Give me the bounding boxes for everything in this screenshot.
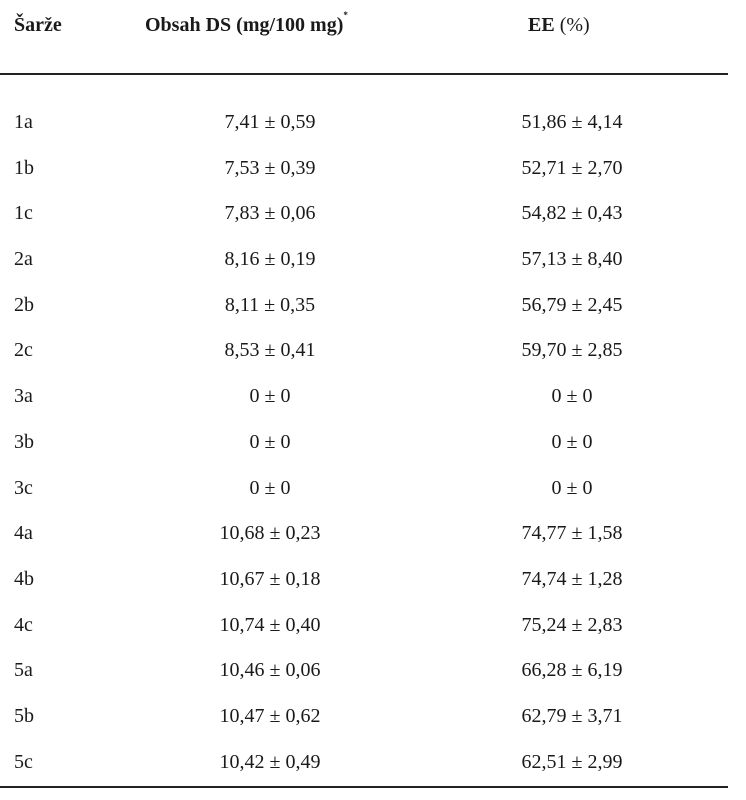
cell-obsah: 0 ± 0 [249,430,291,453]
cell-ee: 57,13 ± 8,40 [521,248,623,271]
cell-sarze: 4b [14,567,34,590]
table-row [0,699,746,745]
cell-obsah: 10,47 ± 0,62 [219,704,321,727]
cell-ee: 62,79 ± 3,71 [521,704,623,727]
header-rule [0,73,728,75]
cell-sarze: 2b [14,293,34,316]
cell-obsah: 7,41 ± 0,59 [224,111,316,133]
cell-obsah: 10,42 ± 0,49 [219,750,321,773]
cell-sarze: 4a [14,522,33,545]
table-row [0,425,746,471]
cell-ee: 66,28 ± 6,19 [521,659,623,682]
cell-ee: 75,24 ± 2,83 [521,613,623,636]
header-ee-unit: (%) [559,14,590,36]
cell-ee: 62,51 ± 2,99 [521,750,623,773]
header-obsah [145,10,348,37]
table-body [0,105,746,790]
cell-ee: 54,82 ± 0,43 [521,202,623,225]
cell-ee: 74,77 ± 1,58 [521,522,623,545]
cell-sarze: 1c [14,202,33,225]
cell-ee: 0 ± 0 [551,476,593,499]
table-row [0,653,746,699]
cell-obsah: 10,74 ± 0,40 [219,613,321,636]
cell-sarze: 3b [14,430,34,453]
table-header [0,10,746,54]
cell-ee: 0 ± 0 [551,430,593,453]
header-ee-label: EE [528,14,555,36]
table-row [0,151,746,197]
cell-sarze: 5b [14,704,34,727]
cell-sarze: 5c [14,750,33,773]
cell-ee: 0 ± 0 [551,385,593,408]
cell-obsah: 10,67 ± 0,18 [219,567,321,590]
cell-sarze: 1a [14,111,33,133]
cell-sarze: 4c [14,613,33,636]
header-ee [528,14,590,37]
table-row [0,288,746,334]
cell-ee: 52,71 ± 2,70 [521,156,623,179]
cell-ee: 59,70 ± 2,85 [521,339,623,362]
table-row [0,516,746,562]
table-row [0,745,746,791]
cell-sarze: 2c [14,339,33,362]
cell-sarze: 3c [14,476,33,499]
cell-ee: 74,74 ± 1,28 [521,567,623,590]
header-obsah-footnote-mark: * [343,10,348,20]
table-row [0,105,746,151]
cell-obsah: 7,53 ± 0,39 [224,156,316,179]
cell-obsah: 0 ± 0 [249,385,291,408]
table-row [0,379,746,425]
cell-obsah: 8,11 ± 0,35 [224,293,316,316]
cell-sarze: 1b [14,156,34,179]
table-row [0,242,746,288]
table-row [0,608,746,654]
cell-obsah: 7,83 ± 0,06 [224,202,316,225]
cell-sarze: 3a [14,385,33,408]
cell-obsah: 10,68 ± 0,23 [219,522,321,545]
cell-obsah: 8,16 ± 0,19 [224,248,316,271]
cell-obsah: 0 ± 0 [249,476,291,499]
table-row [0,333,746,379]
bottom-rule [0,786,728,788]
cell-ee: 56,79 ± 2,45 [521,293,623,316]
cell-sarze: 5a [14,659,33,682]
table-row [0,196,746,242]
header-obsah-label: Obsah DS (mg/100 mg) [145,14,344,36]
table-row [0,562,746,608]
table-row [0,471,746,517]
cell-sarze: 2a [14,248,33,271]
cell-ee: 51,86 ± 4,14 [521,111,623,133]
cell-obsah: 10,46 ± 0,06 [219,659,321,682]
cell-obsah: 8,53 ± 0,41 [224,339,316,362]
header-sarze: Šarže [14,14,62,36]
